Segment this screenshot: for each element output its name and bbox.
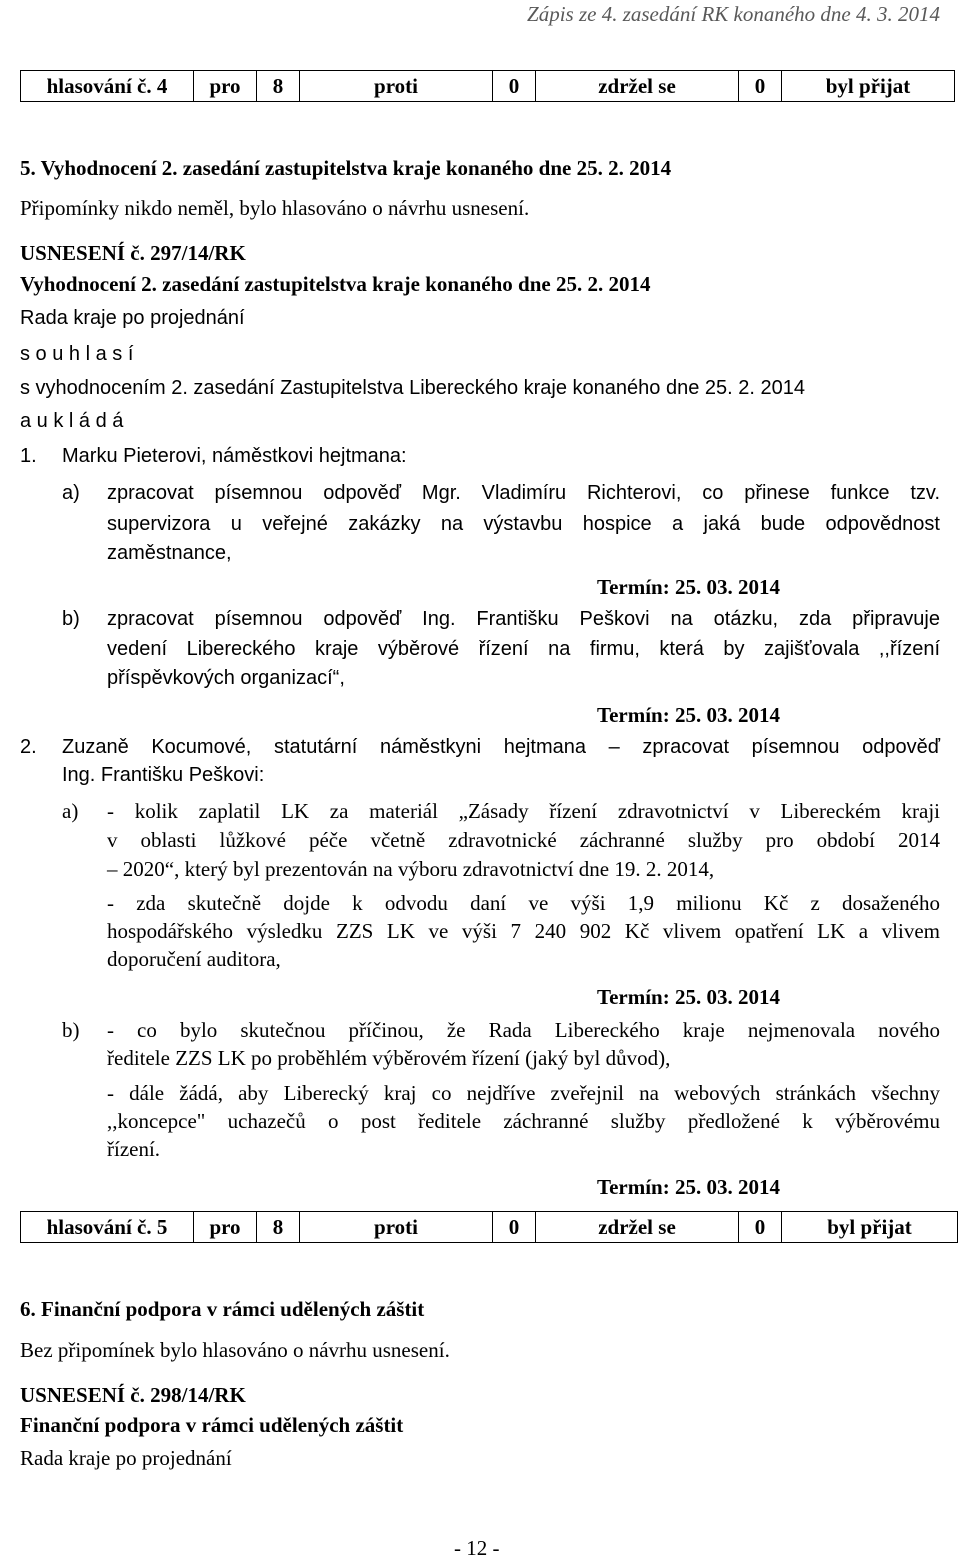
resolution-297-title: Vyhodnocení 2. zasedání zastupitelstva kraje konaného dne 25. 2. 2014 <box>20 272 651 296</box>
resolution-298-title: Finanční podpora v rámci udělených záštit <box>20 1413 404 1437</box>
item-2b2-line: řízení. <box>107 1137 161 1161</box>
vote-label: hlasování č. 4 <box>21 71 194 102</box>
vote-against-label: proti <box>300 1212 493 1243</box>
item-2a2-line: - zda skutečně dojde k odvodu daní ve výši 1,9 milionu Kč z dosaženého <box>107 891 940 915</box>
vote-for-value: 8 <box>257 1212 300 1243</box>
section-6-note: Bez připomínek bylo hlasováno o návrhu usnesení. <box>20 1338 450 1362</box>
item-1b-line: vedení Libereckého kraje výběrové řízení na firmu, která by zajišťovala ,,řízení <box>107 638 940 660</box>
item-2a2-line: hospodářského výsledku ZZS LK ve výši 7 240 902 Kč vlivem opatření LK a vlivem <box>107 919 940 943</box>
section-5-heading: 5. Vyhodnocení 2. zasedání zastupitelstva kraje konaného dne 25. 2. 2014 <box>20 156 672 180</box>
verb-agrees: s o u h l a s í <box>20 343 134 365</box>
vote-table-5 <box>20 1211 958 1243</box>
item-1b-label: b) <box>62 608 80 630</box>
item-1b-line: zpracovat písemnou odpověď Ing. Františku Peškovi na otázku, zda připravuje <box>107 608 940 630</box>
vote-result: byl přijat <box>782 71 955 102</box>
page-number: - 12 - <box>454 1536 500 1560</box>
vote-for-label: pro <box>194 71 257 102</box>
vote-abstain-label: zdržel se <box>536 71 739 102</box>
item-1-number: 1. <box>20 445 37 467</box>
item-1a-line: supervizora u veřejné zakázky na výstavbu hospice a jaká bude odpovědnost <box>107 513 940 535</box>
council-line: Rada kraje po projednání <box>20 307 245 329</box>
vote-against-label: proti <box>300 71 493 102</box>
item-1a-line: zaměstnance, <box>107 542 232 564</box>
item-1a-line: zpracovat písemnou odpověď Mgr. Vladimíru Richterovi, co přinese funkce tzv. <box>107 482 940 504</box>
deadline: Termín: 25. 03. 2014 <box>597 575 780 599</box>
vote-against-value: 0 <box>493 71 536 102</box>
item-2b1-line: - co bylo skutečnou příčinou, že Rada Libereckého kraje nejmenovala nového <box>107 1018 940 1042</box>
vote-label: hlasování č. 5 <box>21 1212 194 1243</box>
vote-against-value: 0 <box>493 1212 536 1243</box>
resolution-298-number: USNESENÍ č. 298/14/RK <box>20 1383 246 1407</box>
vote-table-4 <box>20 70 955 102</box>
vote-abstain-value: 0 <box>739 1212 782 1243</box>
item-2b1-line: ředitele ZZS LK po proběhlém výběrovém řízení (jaký byl důvod), <box>107 1046 671 1070</box>
council-line: Rada kraje po projednání <box>20 1446 232 1470</box>
deadline: Termín: 25. 03. 2014 <box>597 703 780 727</box>
item-1b-line: příspěvkových organizací“, <box>107 667 345 689</box>
item-2a1-line: - kolik zaplatil LK za materiál „Zásady řízení zdravotnictví v Libereckém kraji <box>107 799 940 823</box>
item-2-intro-line: Ing. Františku Peškovi: <box>62 764 265 786</box>
vote-row <box>21 71 955 102</box>
item-2a1-line: v oblasti lůžkové péče včetně zdravotnické záchranné služby pro období 2014 <box>107 828 940 852</box>
item-2b2-line: ,,koncepce" uchazečů o post ředitele záchranné služby předložené k výběrovému <box>107 1109 940 1133</box>
item-2-intro-line: Zuzaně Kocumové, statutární náměstkyni hejtmana – zpracovat písemnou odpověď <box>62 736 940 758</box>
section-5-note: Připomínky nikdo neměl, bylo hlasováno o návrhu usnesení. <box>20 196 530 220</box>
item-2b-label: b) <box>62 1018 80 1042</box>
agrees-text: s vyhodnocením 2. zasedání Zastupitelstva Libereckého kraje konaného dne 25. 2. 2014 <box>20 377 805 399</box>
vote-abstain-label: zdržel se <box>536 1212 739 1243</box>
resolution-297-number: USNESENÍ č. 297/14/RK <box>20 241 246 265</box>
deadline: Termín: 25. 03. 2014 <box>597 1175 780 1199</box>
vote-for-value: 8 <box>257 71 300 102</box>
verb-orders: a u k l á d á <box>20 410 124 432</box>
item-1a-label: a) <box>62 482 80 504</box>
section-6-heading: 6. Finanční podpora v rámci udělených záštit <box>20 1297 425 1321</box>
vote-result: byl přijat <box>782 1212 958 1243</box>
vote-row <box>21 1212 958 1243</box>
deadline: Termín: 25. 03. 2014 <box>597 985 780 1009</box>
document-header: Zápis ze 4. zasedání RK konaného dne 4. 3. 2014 <box>527 2 940 26</box>
item-1-person: Marku Pieterovi, náměstkovi hejtmana: <box>62 445 407 467</box>
item-2a1-line: – 2020“, který byl prezentován na výboru zdravotnictví dne 19. 2. 2014, <box>107 857 715 881</box>
item-2b2-line: - dále žádá, aby Liberecký kraj co nejdříve zveřejnil na webových stránkách všechny <box>107 1081 940 1105</box>
vote-abstain-value: 0 <box>739 71 782 102</box>
item-2a-label: a) <box>62 799 79 823</box>
item-2a2-line: doporučení auditora, <box>107 947 281 971</box>
vote-for-label: pro <box>194 1212 257 1243</box>
item-2-number: 2. <box>20 736 37 758</box>
